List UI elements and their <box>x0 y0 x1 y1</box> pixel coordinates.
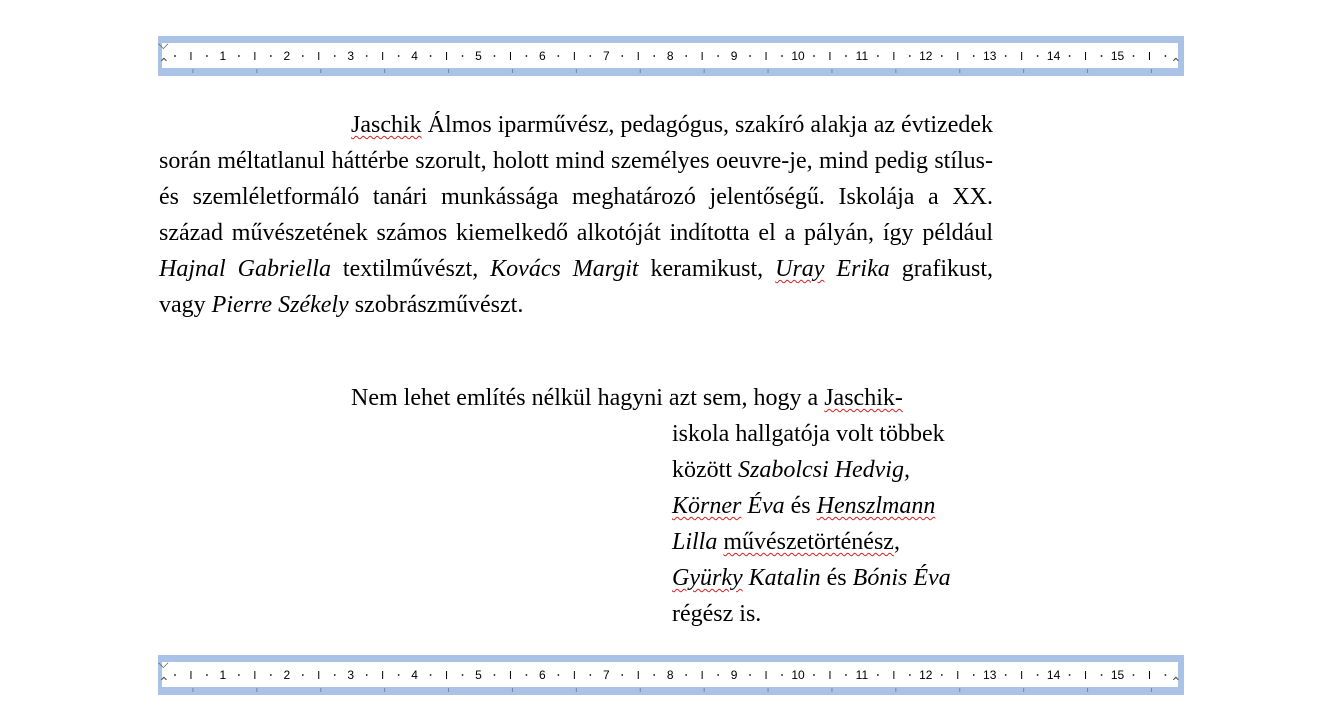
ruler-quarter-tick <box>813 55 815 57</box>
ruler-quarter-tick <box>398 674 400 676</box>
ruler-quarter-tick <box>174 674 176 676</box>
ruler-quarter-tick <box>973 55 975 57</box>
name-lilla: Lilla <box>672 529 718 555</box>
ruler-quarter-tick <box>1069 674 1071 676</box>
text-run: textilművészt, <box>330 256 491 282</box>
spellcheck-word[interactable]: művészetörténész <box>723 529 894 555</box>
name-kovacs: Kovács Margit <box>490 256 639 282</box>
ruler-quarter-tick <box>462 674 464 676</box>
ruler-quarter-tick <box>877 55 879 57</box>
ruler-label: 8 <box>666 668 674 682</box>
ruler-quarter-tick <box>749 674 751 676</box>
name-pierre: Pierre Székely <box>211 292 349 318</box>
ruler-label: 10 <box>791 49 805 63</box>
ruler-label: 15 <box>1110 668 1125 682</box>
ruler-quarter-tick <box>1101 674 1103 676</box>
ruler-label: 5 <box>475 49 482 63</box>
text-line <box>672 452 1002 488</box>
text-run: között <box>672 457 738 483</box>
ruler-label: 15 <box>1110 49 1125 63</box>
ruler-label: 13 <box>983 668 997 682</box>
ruler-quarter-tick <box>206 55 208 57</box>
left-indent-marker[interactable]: ⌃ <box>158 676 170 691</box>
text-run: Nem lehet említés nélkül hagyni azt sem, hogy a <box>351 385 825 411</box>
ruler-label: 2 <box>283 668 291 682</box>
spellcheck-word[interactable]: Gyürky <box>672 565 743 591</box>
ruler-quarter-tick <box>1005 55 1007 57</box>
ruler-label: 4 <box>411 668 418 682</box>
name-erika: Erika <box>824 256 890 282</box>
ruler-label: 14 <box>1046 49 1061 63</box>
text-run: grafikust, vagy <box>159 256 994 318</box>
ruler-label: 12 <box>919 49 933 63</box>
ruler-quarter-tick <box>558 55 560 57</box>
ruler-quarter-tick <box>909 55 911 57</box>
ruler-quarter-tick <box>462 55 464 57</box>
ruler-quarter-tick <box>366 55 368 57</box>
ruler-quarter-tick <box>526 55 528 57</box>
text-run: és <box>820 565 853 591</box>
right-indent-marker[interactable]: ⌃ <box>1170 57 1182 72</box>
ruler-label: 7 <box>602 49 610 63</box>
ruler-label: 13 <box>983 49 997 63</box>
ruler-quarter-tick <box>302 674 304 676</box>
ruler-quarter-tick <box>1133 55 1135 57</box>
ruler-quarter-tick <box>685 55 687 57</box>
ruler-quarter-tick <box>1101 55 1103 57</box>
horizontal-ruler-top[interactable] <box>158 36 1184 76</box>
ruler-quarter-tick <box>238 55 240 57</box>
ruler-quarter-tick <box>653 55 655 57</box>
left-indent-marker[interactable]: ⌃ <box>158 57 170 72</box>
text-run: és <box>784 493 817 519</box>
ruler-quarter-tick <box>270 674 272 676</box>
ruler-quarter-tick <box>430 674 432 676</box>
ruler-quarter-tick <box>1037 55 1039 57</box>
ruler-quarter-tick <box>1165 674 1167 676</box>
ruler-quarter-tick <box>781 55 783 57</box>
paragraph2-indented-lines[interactable] <box>672 416 1002 632</box>
ruler-quarter-tick <box>941 674 943 676</box>
spellcheck-word[interactable]: Körner <box>672 493 742 519</box>
first-line-indent-marker[interactable]: ⌵ <box>158 38 169 53</box>
name-katalin: Katalin <box>742 565 821 591</box>
ruler-label: 12 <box>919 668 933 682</box>
text-line <box>672 560 1002 596</box>
ruler-quarter-tick <box>1133 674 1135 676</box>
ruler-label: 8 <box>666 49 674 63</box>
ruler-quarter-tick <box>941 55 943 57</box>
ruler-quarter-tick <box>1165 55 1167 57</box>
ruler-quarter-tick <box>334 674 336 676</box>
ruler-quarter-tick <box>430 55 432 57</box>
ruler-quarter-tick <box>526 674 528 676</box>
ruler-label: 1 <box>219 668 227 682</box>
text-run: , <box>893 529 900 555</box>
ruler-quarter-tick <box>494 674 496 676</box>
ruler-quarter-tick <box>717 674 719 676</box>
name-eva: Éva <box>741 493 785 519</box>
ruler-quarter-tick <box>334 55 336 57</box>
ruler-label: 6 <box>539 49 546 63</box>
text-run: szobrászművészt. <box>348 292 524 318</box>
spellcheck-word[interactable]: Uray <box>775 256 825 282</box>
ruler-ticks <box>158 655 1184 695</box>
ruler-quarter-tick <box>973 674 975 676</box>
ruler-label: 3 <box>347 668 355 682</box>
ruler-label: 10 <box>791 668 805 682</box>
ruler-quarter-tick <box>366 674 368 676</box>
ruler-quarter-tick <box>1069 55 1071 57</box>
ruler-quarter-tick <box>398 55 400 57</box>
ruler-quarter-tick <box>1037 674 1039 676</box>
ruler-quarter-tick <box>270 55 272 57</box>
ruler-quarter-tick <box>590 674 592 676</box>
ruler-quarter-tick <box>909 674 911 676</box>
ruler-label: 11 <box>855 668 869 682</box>
ruler-quarter-tick <box>238 674 240 676</box>
text-line: iskola hallgatója volt többek <box>672 421 945 447</box>
ruler-quarter-tick <box>877 674 879 676</box>
ruler-label: 9 <box>730 49 738 63</box>
text-line: régész is. <box>672 601 762 627</box>
text-run: keramikust, <box>638 256 776 282</box>
ruler-label: 3 <box>347 49 355 63</box>
spellcheck-word[interactable]: Henszlmann <box>816 493 936 519</box>
ruler-label: 2 <box>283 49 291 63</box>
ruler-label: 5 <box>475 668 482 682</box>
ruler-label: 6 <box>539 668 546 682</box>
ruler-quarter-tick <box>622 674 624 676</box>
text-line <box>672 488 1002 524</box>
ruler-quarter-tick <box>1005 674 1007 676</box>
ruler-quarter-tick <box>685 674 687 676</box>
ruler-quarter-tick <box>781 674 783 676</box>
horizontal-ruler-bottom[interactable] <box>158 655 1184 695</box>
ruler-quarter-tick <box>302 55 304 57</box>
first-line-indent-marker[interactable]: ⌵ <box>158 657 169 672</box>
ruler-quarter-tick <box>845 55 847 57</box>
ruler-quarter-tick <box>206 674 208 676</box>
paragraph2-first-line[interactable] <box>351 380 903 416</box>
paragraph-jaschik-intro[interactable] <box>159 107 993 323</box>
ruler-quarter-tick <box>653 674 655 676</box>
ruler-label: 9 <box>730 668 738 682</box>
name-bonis: Bónis Éva <box>852 565 951 591</box>
name-szabolcsi: Szabolcsi Hedvig, <box>738 457 910 483</box>
ruler-label: 14 <box>1046 668 1061 682</box>
ruler-quarter-tick <box>590 55 592 57</box>
name-hajnal: Hajnal Gabriella <box>159 256 331 282</box>
ruler-quarter-tick <box>174 55 176 57</box>
spellcheck-word[interactable]: Jaschik <box>351 112 422 138</box>
ruler-label: 11 <box>855 49 869 63</box>
ruler-quarter-tick <box>622 55 624 57</box>
ruler-quarter-tick <box>717 55 719 57</box>
spellcheck-word[interactable]: Jaschik- <box>824 385 903 411</box>
ruler-quarter-tick <box>558 674 560 676</box>
text-run: Álmos iparművész, pedagógus, szakíró alakja az évtizedek során méltatlanul háttérbe szorult, holott mind személyes oeuvre-je, mind pedig stílus- és szemléletformáló tanári munkássága meghatározó jelentőségű. Iskolája a XX. század művészetének számos kiemelkedő alkotóját indította el a pályán, így például <box>159 112 993 246</box>
ruler-label: 7 <box>602 668 610 682</box>
text-line <box>672 524 1002 560</box>
ruler-quarter-tick <box>813 674 815 676</box>
ruler-label: 4 <box>411 49 418 63</box>
right-indent-marker[interactable]: ⌃ <box>1170 676 1182 691</box>
ruler-quarter-tick <box>494 55 496 57</box>
ruler-quarter-tick <box>749 55 751 57</box>
ruler-label: 1 <box>219 49 227 63</box>
ruler-quarter-tick <box>845 674 847 676</box>
ruler-ticks <box>158 36 1184 76</box>
